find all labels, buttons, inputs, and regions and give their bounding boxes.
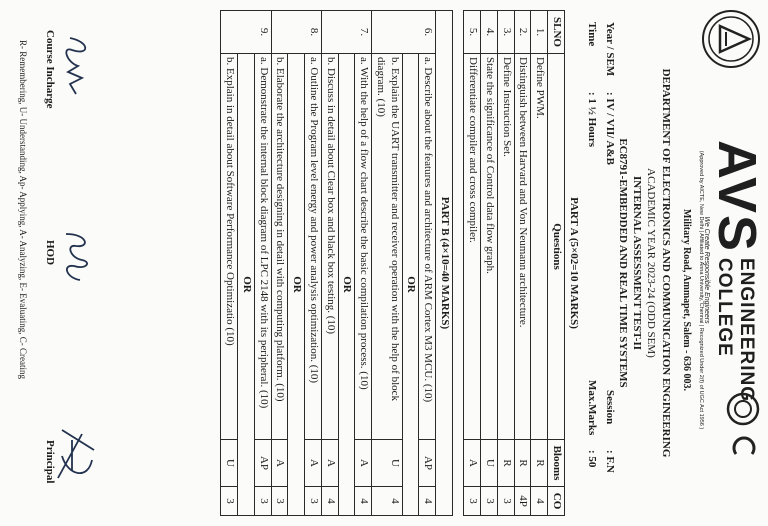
bloom-level: A: [271, 440, 288, 487]
co-value: 3: [305, 487, 322, 516]
max-marks-value: : 50: [586, 450, 598, 468]
principal-signature-icon: [52, 420, 102, 490]
or-row: [238, 11, 255, 516]
session-label: Session: [604, 390, 616, 425]
or-label: OR: [338, 54, 355, 516]
test-title: INTERNAL ASSESSMENT TEST-II: [631, 175, 643, 351]
table-row: [481, 11, 498, 516]
or-row: [402, 11, 419, 516]
department-title: DEPARTMENT OF ELECTRONICS AND COMMUNICATION ENGINEERING: [660, 68, 672, 458]
table-row: [498, 11, 515, 516]
question-text: Define PWM.: [531, 54, 548, 440]
co-value: 3: [481, 487, 498, 516]
slno: 2.: [514, 11, 531, 54]
part-a-header-row: [548, 11, 565, 516]
part-a-title: PART A (5×02=10 MARKS): [568, 197, 580, 329]
blooms-legend: R- Remembering, U- Understanding, Ap- Applying, A- Analyzing, E- Evaluating, C- Creating: [18, 40, 28, 379]
or-label: OR: [288, 54, 305, 516]
college-brand: [704, 140, 767, 403]
question-text: Distinguish between Harvard and Von Neumann architecture.: [514, 54, 531, 440]
slno: 8.: [271, 11, 321, 54]
table-row: [531, 11, 548, 516]
co-value: 3: [498, 487, 515, 516]
question-text: a. Describe about the features and architecture of ARM Cortex M3 MCU. (10): [419, 54, 436, 440]
table-row: [322, 11, 339, 516]
question-text: b. Discuss in detail about Clear box and black box testing. (10): [322, 54, 339, 440]
table-row: [464, 11, 481, 516]
col-questions: Questions: [548, 54, 565, 440]
or-label: OR: [402, 54, 419, 516]
slno: 6.: [372, 11, 436, 54]
slno: 3.: [498, 11, 515, 54]
naac-logo-icon: [730, 432, 758, 460]
session-value: : F.N: [604, 450, 616, 473]
principal-label: Principal: [44, 440, 56, 484]
approval-line: (Approved by AICTE, New Delhi | Affiliated to Anna University, Chennai | Recognized Under 2(f) of UGC Act 1956 ): [698, 150, 704, 430]
col-co: CO: [548, 487, 565, 516]
part-b-title: PART B (4×10=40 MARKS): [436, 11, 453, 516]
bloom-level: U: [221, 440, 238, 487]
table-row: [255, 11, 272, 516]
table-row: [271, 11, 288, 516]
co-value: 3: [221, 487, 238, 516]
course-incharge-label: Course Incharge: [44, 30, 56, 109]
question-text: Differentiate compiler and cross compiler.: [464, 54, 481, 440]
co-value: 3: [464, 487, 481, 516]
bloom-level: A: [355, 440, 372, 487]
brand-engineering: ENGINEERING: [736, 258, 757, 403]
bloom-level: R: [514, 440, 531, 487]
certification-badge-icon: [726, 392, 760, 426]
co-value: 4: [372, 487, 403, 516]
table-row: [514, 11, 531, 516]
brand-college: COLLEGE: [714, 258, 735, 357]
question-text: b. Explain the UART transmitter and receiver operation with the help of block diagram. (10): [372, 54, 403, 440]
year-sem-label: Year / SEM: [604, 22, 616, 77]
slno: 5.: [464, 11, 481, 54]
slno: 1.: [531, 11, 548, 54]
table-row: [372, 11, 403, 516]
slno: 7.: [322, 11, 372, 54]
co-value: 4: [355, 487, 372, 516]
bloom-level: AP: [255, 440, 272, 487]
co-value: 4: [531, 487, 548, 516]
brand-avs: AVS: [707, 140, 767, 254]
table-row: [305, 11, 322, 516]
bloom-level: A: [322, 440, 339, 487]
course-incharge-signature-icon: [58, 32, 94, 102]
bloom-level: U: [481, 440, 498, 487]
or-row: [338, 11, 355, 516]
question-text: a. Demonstrate the internal block diagram of LPC 2148 with its peripheral. (10): [255, 54, 272, 440]
or-label: OR: [238, 54, 255, 516]
col-blooms: Blooms: [548, 440, 565, 487]
bloom-level: A: [305, 440, 322, 487]
question-text: b. Explain in detail about Software Performance Optimizatio (10): [221, 54, 238, 440]
college-emblem-icon: [700, 8, 762, 70]
co-value: 4P: [514, 487, 531, 516]
academic-year: ACADEMIC YEAR 2023-24 (ODD SEM): [645, 168, 657, 358]
part-b-title-row: [436, 11, 453, 516]
time-value: : 1 ½ Hours: [586, 92, 598, 147]
part-b-table: [221, 10, 454, 516]
slno: 9.: [221, 11, 271, 54]
col-slno: SLNO: [548, 11, 565, 54]
question-text: Define Instruction Set.: [498, 54, 515, 440]
table-row: [221, 11, 238, 516]
co-value: 3: [271, 487, 288, 516]
hod-signature-icon: [56, 226, 96, 286]
or-row: [288, 11, 305, 516]
question-text: b. Elaborate the architecture designing in detail with computing platform. (10): [271, 54, 288, 440]
bloom-level: U: [372, 440, 403, 487]
slno: 4.: [481, 11, 498, 54]
max-marks-label: Max.Marks: [586, 380, 598, 436]
co-value: 3: [255, 487, 272, 516]
year-sem-value: : IV / VII/ A&B: [604, 92, 616, 165]
question-text: a. Outline the Program level energy and power analysis optimization. (10): [305, 54, 322, 440]
bloom-level: A: [464, 440, 481, 487]
co-value: 4: [322, 487, 339, 516]
course-title: EC8791-EMBEDDED AND REAL TIME SYSTEMS: [617, 138, 629, 388]
hod-label: HOD: [44, 240, 56, 266]
co-value: 4: [419, 487, 436, 516]
bloom-level: R: [531, 440, 548, 487]
question-text: State the significance of Control data flow graph.: [481, 54, 498, 440]
bloom-level: AP: [419, 440, 436, 487]
question-text: a. With the help of a flow chart describe the basic compilation process. (10): [355, 54, 372, 440]
tagline: We Create Responsible Engineers: [703, 216, 710, 324]
time-label: Time: [586, 22, 598, 47]
bloom-level: R: [498, 440, 515, 487]
table-row: [355, 11, 372, 516]
college-address: Military Road, Ammapet, Salem - 636 003.: [681, 209, 692, 391]
table-row: [419, 11, 436, 516]
part-a-table: [464, 10, 566, 516]
